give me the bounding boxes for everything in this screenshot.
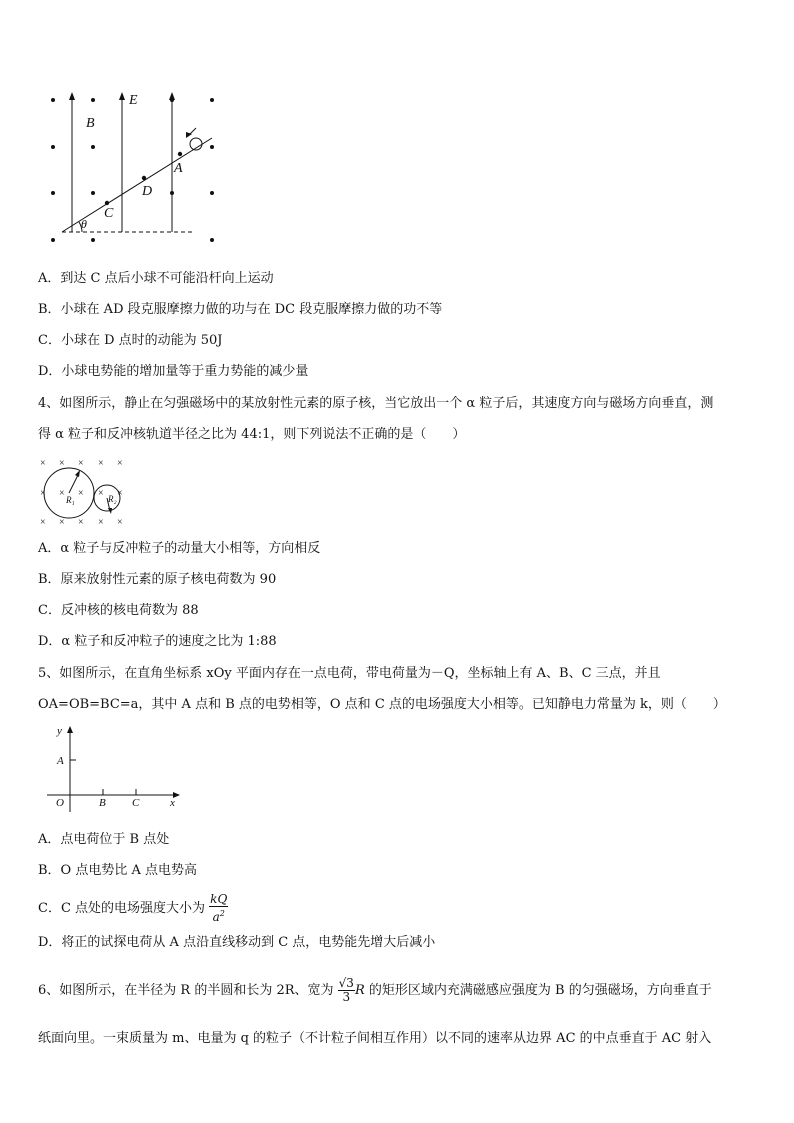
q5-option-a: A．点电荷位于 B 点处 — [38, 832, 170, 847]
q3-option-d: D．小球电势能的增加量等于重力势能的减少量 — [38, 364, 309, 379]
q6-fraction — [338, 977, 355, 1004]
label-theta: θ — [81, 217, 87, 231]
fraction-denominator: $a^2$ — [212, 909, 225, 924]
q3-option-b: B．小球在 AD 段克服摩擦力做的功与在 DC 段克服摩擦力做的功不等 — [38, 302, 443, 317]
label-C: C — [104, 206, 114, 221]
q5-stem-line2: OA=OB=BC=a，其中 A 点和 B 点的电势相等，O 点和 C 点的电场强度大小相等。已知静电力常量为 k，则（ ） — [38, 697, 726, 712]
svg-text:×: × — [98, 458, 104, 469]
svg-text:×: × — [40, 488, 46, 499]
label-A: A — [174, 161, 183, 176]
fraction-denominator: 3 — [342, 990, 351, 1004]
q6-stem-line2: 纸面向里。一束质量为 m、电量为 q 的粒子（不计粒子间相互作用）以不同的速率从边界 AC 的中点垂直于 AC 射入 — [38, 1031, 712, 1046]
svg-text:×: × — [40, 517, 46, 528]
q6-stem-pre: 6、如图所示，在半径为 R 的半圆和长为 2R、宽为 — [38, 983, 334, 998]
q5-option-c-fraction — [209, 893, 228, 924]
q5-option-c-text: C．C 点处的电场强度大小为 — [38, 901, 206, 916]
point-label-B: B — [99, 797, 106, 809]
point-label-A: A — [57, 755, 64, 767]
svg-text:×: × — [59, 488, 65, 499]
q5-option-b: B．O 点电势比 A 点电势高 — [38, 863, 197, 878]
svg-text:×: × — [40, 458, 46, 469]
fraction-numerator: √3 — [338, 976, 354, 990]
q4-option-c: C．反冲核的核电荷数为 88 — [38, 603, 199, 618]
q5-option-d: D．将正的试探电荷从 A 点沿直线移动到 C 点，电势能先增大后减小 — [38, 935, 436, 950]
svg-text:×: × — [59, 517, 65, 528]
q4-stem-line2: 得 α 粒子和反冲核轨道半径之比为 44:1，则下列说法不正确的是（ ） — [38, 427, 466, 442]
q4-option-d: D．α 粒子和反冲粒子的速度之比为 1:88 — [38, 634, 277, 649]
point-label-C: C — [132, 797, 140, 809]
q6-stem-line1 — [38, 976, 712, 1006]
q4-stem-line1: 4、如图所示，静止在匀强磁场中的某放射性元素的原子核，当它放出一个 α 粒子后，其速度方向与磁场方向垂直，测 — [38, 396, 714, 411]
q6-stem-post: 的矩形区域内充满磁感应强度为 B 的匀强磁场，方向垂直于 — [368, 983, 712, 998]
q3-option-a: A．到达 C 点后小球不可能沿杆向上运动 — [38, 271, 274, 286]
svg-text:×: × — [117, 488, 123, 499]
q4-option-a: A．α 粒子与反冲粒子的动量大小相等，方向相反 — [38, 541, 321, 556]
svg-text:×: × — [78, 458, 84, 469]
q6-fraction-var: R — [354, 983, 365, 998]
svg-text:×: × — [117, 458, 123, 469]
label-E: E — [129, 93, 138, 108]
svg-text:×: × — [78, 517, 84, 528]
q5-stem-line1: 5、如图所示，在直角坐标系 xOy 平面内存在一点电荷，带电荷量为－Q，坐标轴上有 A、B、C 三点，并且 — [38, 666, 661, 681]
label-D: D — [142, 184, 153, 199]
svg-text:×: × — [98, 488, 104, 499]
label-R1: R₁ — [66, 495, 75, 505]
label-R2: R₂ — [108, 494, 117, 504]
svg-text:×: × — [117, 517, 123, 528]
origin-label-O: O — [56, 797, 64, 809]
axis-label-x: x — [170, 797, 175, 809]
svg-text:×: × — [98, 517, 104, 528]
label-B: B — [86, 116, 95, 131]
svg-text:×: × — [78, 488, 84, 499]
svg-text:×: × — [59, 458, 65, 469]
q5-option-c — [38, 893, 228, 924]
q3-option-c: C．小球在 D 点时的动能为 50J — [38, 333, 223, 348]
q4-option-b: B．原来放射性元素的原子核电荷数为 90 — [38, 572, 277, 587]
fraction-numerator: kQ — [210, 892, 228, 906]
axis-label-y: y — [57, 725, 62, 737]
